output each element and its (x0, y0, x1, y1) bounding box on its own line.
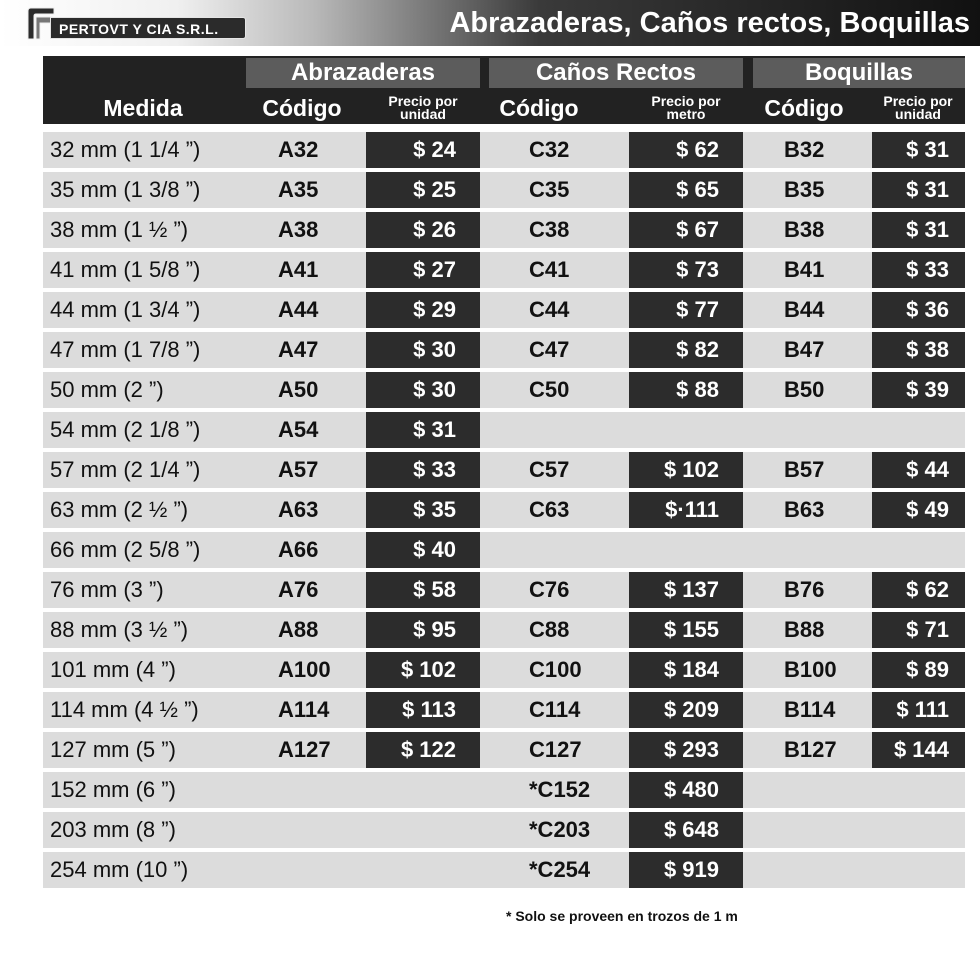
cell-precio-boquilla: $ 62 (872, 572, 965, 608)
cell-precio-boquilla: $ 111 (872, 692, 965, 728)
cell-codigo-boquilla (784, 812, 868, 848)
cell-codigo-abrazadera: A63 (278, 497, 319, 522)
cell-medida: 66 mm (2 5/8 ”) (50, 537, 201, 562)
cell-precio-boquilla: $ 31 (872, 132, 965, 168)
cell-precio-abrazadera: $ 113 (366, 692, 480, 728)
cell-precio-boquilla: $ 39 (872, 372, 965, 408)
cell-precio-cano: $ 155 (629, 612, 743, 648)
cell-medida: 63 mm (2 ½ ”) (50, 497, 189, 522)
cell-codigo-boquilla: B32 (784, 137, 825, 162)
column-header-codigo-b: Código (764, 95, 844, 121)
cell-precio-cano: $ 65 (629, 172, 743, 208)
footnote: * Solo se proveen en trozos de 1 m (506, 908, 738, 924)
cell-codigo-boquilla (784, 852, 868, 888)
cell-medida: 50 mm (2 ”) (50, 377, 164, 402)
cell-precio-boquilla: $ 33 (872, 252, 965, 288)
cell-precio-boquilla: $ 38 (872, 332, 965, 368)
cell-precio-abrazadera: $ 95 (366, 612, 480, 648)
cell-precio-abrazadera: $ 29 (366, 292, 480, 328)
cell-codigo-boquilla: B41 (784, 257, 825, 282)
cell-medida: 47 mm (1 7/8 ”) (50, 337, 201, 362)
cell-precio-abrazadera: $ 102 (366, 652, 480, 688)
cell-codigo-abrazadera (278, 852, 368, 888)
cell-precio-abrazadera: $ 30 (366, 332, 480, 368)
cell-medida: 101 mm (4 ”) (50, 657, 176, 682)
cell-precio-cano: $ 919 (629, 852, 743, 888)
cell-codigo-cano: C41 (529, 257, 570, 282)
table-row (43, 692, 965, 728)
cell-precio-abrazadera: $ 30 (366, 372, 480, 408)
cell-codigo-cano: C38 (529, 217, 570, 242)
cell-medida: 127 mm (5 ”) (50, 737, 176, 762)
cell-precio-cano: $ 209 (629, 692, 743, 728)
table-row (43, 252, 965, 288)
cell-precio-boquilla: $ 44 (872, 452, 965, 488)
cell-codigo-cano: C63 (529, 497, 570, 522)
price-table (43, 56, 965, 888)
cell-precio-abrazadera: $ 27 (366, 252, 480, 288)
cell-codigo-cano: C57 (529, 457, 570, 482)
table-row (43, 212, 965, 248)
cell-codigo-cano: *C203 (529, 817, 591, 842)
table-row (43, 812, 965, 848)
table-row (43, 332, 965, 368)
cell-precio-cano: $ 67 (629, 212, 743, 248)
cell-codigo-abrazadera: A38 (278, 217, 319, 242)
column-header-codigo-a: Código (262, 95, 342, 121)
cell-codigo-abrazadera: A66 (278, 537, 319, 562)
table-row (43, 612, 965, 648)
table-row (43, 292, 965, 328)
cell-codigo-cano: C44 (529, 297, 570, 322)
cell-codigo-cano: C50 (529, 377, 570, 402)
cell-codigo-boquilla: B127 (784, 737, 837, 762)
cell-codigo-cano: C114 (529, 697, 581, 722)
header-bar (0, 0, 980, 46)
group-header-canos-rectos: Caños Rectos (489, 58, 743, 88)
table-header (43, 56, 965, 124)
cell-medida: 203 mm (8 ”) (50, 817, 176, 842)
cell-medida: 152 mm (6 ”) (50, 777, 176, 802)
cell-precio-cano: $ 62 (629, 132, 743, 168)
table-row (43, 412, 965, 448)
table-row (43, 372, 965, 408)
cell-precio-boquilla: $ 31 (872, 172, 965, 208)
cell-precio-cano: $·111 (629, 492, 743, 528)
cell-precio-abrazadera: $ 24 (366, 132, 480, 168)
cell-precio-cano: $ 82 (629, 332, 743, 368)
cell-precio-abrazadera: $ 122 (366, 732, 480, 768)
cell-precio-abrazadera: $ 58 (366, 572, 480, 608)
cell-codigo-abrazadera: A114 (278, 697, 330, 722)
table-row (43, 452, 965, 488)
cell-precio-boquilla: $ 49 (872, 492, 965, 528)
group-header-abrazaderas: Abrazaderas (246, 58, 480, 88)
cell-medida: 114 mm (4 ½ ”) (50, 697, 199, 722)
cell-codigo-boquilla: B57 (784, 457, 825, 482)
cell-codigo-boquilla (784, 532, 868, 568)
cell-precio-cano: $ 184 (629, 652, 743, 688)
cell-precio-cano: $ 480 (629, 772, 743, 808)
cell-precio-abrazadera: $ 35 (366, 492, 480, 528)
cell-codigo-boquilla (784, 772, 868, 808)
cell-precio-boquilla: $ 144 (872, 732, 965, 768)
cell-medida: 32 mm (1 1/4 ”) (50, 137, 201, 162)
cell-codigo-abrazadera: A88 (278, 617, 319, 642)
cell-precio-abrazadera: $ 40 (366, 532, 480, 568)
cell-precio-cano: $ 648 (629, 812, 743, 848)
table-body (43, 132, 965, 888)
cell-precio-boquilla: $ 71 (872, 612, 965, 648)
cell-codigo-cano: C76 (529, 577, 570, 602)
page-title: Abrazaderas, Caños rectos, Boquillas (449, 7, 970, 39)
cell-codigo-cano: *C254 (529, 857, 591, 882)
cell-codigo-boquilla: B114 (784, 697, 836, 722)
table-row (43, 852, 965, 888)
column-header-codigo-c: Código (499, 95, 579, 121)
cell-codigo-cano: C47 (529, 337, 570, 362)
cell-precio-cano: $ 77 (629, 292, 743, 328)
table-row (43, 732, 965, 768)
cell-precio-abrazadera: $ 25 (366, 172, 480, 208)
cell-codigo-abrazadera (278, 772, 368, 808)
group-header-boquillas: Boquillas (753, 58, 965, 88)
cell-medida: 35 mm (1 3/8 ”) (50, 177, 201, 202)
table-row (43, 172, 965, 208)
cell-medida: 41 mm (1 5/8 ”) (50, 257, 201, 282)
table-row (43, 772, 965, 808)
cell-codigo-abrazadera (278, 812, 368, 848)
cell-precio-boquilla: $ 31 (872, 212, 965, 248)
column-header-medida: Medida (103, 95, 183, 121)
cell-medida: 38 mm (1 ½ ”) (50, 217, 189, 242)
cell-codigo-abrazadera: A76 (278, 577, 319, 602)
cell-codigo-cano (529, 532, 625, 568)
company-name: PERTOVT Y CIA S.R.L. (50, 17, 246, 39)
cell-codigo-boquilla: B38 (784, 217, 825, 242)
table-row (43, 132, 965, 168)
cell-codigo-cano: C35 (529, 177, 570, 202)
cell-precio-cano: $ 137 (629, 572, 743, 608)
cell-codigo-abrazadera: A35 (278, 177, 319, 202)
cell-codigo-abrazadera: A127 (278, 737, 331, 762)
cell-codigo-boquilla: B100 (784, 657, 837, 682)
cell-codigo-boquilla: B63 (784, 497, 825, 522)
cell-medida: 54 mm (2 1/8 ”) (50, 417, 201, 442)
cell-codigo-boquilla: B44 (784, 297, 825, 322)
cell-precio-cano: $ 73 (629, 252, 743, 288)
cell-medida: 44 mm (1 3/4 ”) (50, 297, 201, 322)
cell-codigo-abrazadera: A54 (278, 417, 319, 442)
cell-codigo-cano: C88 (529, 617, 570, 642)
cell-codigo-cano (529, 412, 625, 448)
column-header-precio-a-1: Precio por (388, 93, 458, 109)
column-header-precio-c-2: metro (666, 106, 706, 122)
cell-codigo-cano: C100 (529, 657, 582, 682)
cell-codigo-abrazadera: A100 (278, 657, 331, 682)
table-row (43, 652, 965, 688)
cell-codigo-boquilla: B76 (784, 577, 825, 602)
cell-codigo-boquilla: B50 (784, 377, 825, 402)
cell-precio-abrazadera: $ 31 (366, 412, 480, 448)
table-row (43, 492, 965, 528)
cell-medida: 88 mm (3 ½ ”) (50, 617, 189, 642)
cell-codigo-boquilla (784, 412, 868, 448)
cell-codigo-abrazadera: A47 (278, 337, 319, 362)
cell-medida: 57 mm (2 1/4 ”) (50, 457, 201, 482)
column-header-precio-a-2: unidad (400, 106, 446, 122)
cell-precio-abrazadera: $ 33 (366, 452, 480, 488)
cell-codigo-boquilla: B88 (784, 617, 825, 642)
company-logo (24, 5, 248, 41)
column-header-precio-b-1: Precio por (883, 93, 953, 109)
cell-codigo-abrazadera: A44 (278, 297, 319, 322)
cell-medida: 76 mm (3 ”) (50, 577, 164, 602)
cell-codigo-cano: *C152 (529, 777, 591, 802)
cell-codigo-abrazadera: A57 (278, 457, 319, 482)
cell-precio-cano: $ 88 (629, 372, 743, 408)
cell-codigo-boquilla: B35 (784, 177, 825, 202)
table-row (43, 532, 965, 568)
cell-codigo-cano: C32 (529, 137, 570, 162)
cell-codigo-abrazadera: A32 (278, 137, 319, 162)
cell-codigo-abrazadera: A50 (278, 377, 319, 402)
cell-codigo-cano: C127 (529, 737, 582, 762)
column-header-precio-c-1: Precio por (651, 93, 721, 109)
cell-precio-boquilla: $ 36 (872, 292, 965, 328)
cell-codigo-boquilla: B47 (784, 337, 825, 362)
cell-precio-cano: $ 293 (629, 732, 743, 768)
cell-precio-abrazadera: $ 26 (366, 212, 480, 248)
cell-precio-cano: $ 102 (629, 452, 743, 488)
cell-codigo-abrazadera: A41 (278, 257, 319, 282)
cell-medida: 254 mm (10 ”) (50, 857, 189, 882)
table-row (43, 572, 965, 608)
cell-precio-boquilla: $ 89 (872, 652, 965, 688)
column-header-precio-b-2: unidad (895, 106, 941, 122)
